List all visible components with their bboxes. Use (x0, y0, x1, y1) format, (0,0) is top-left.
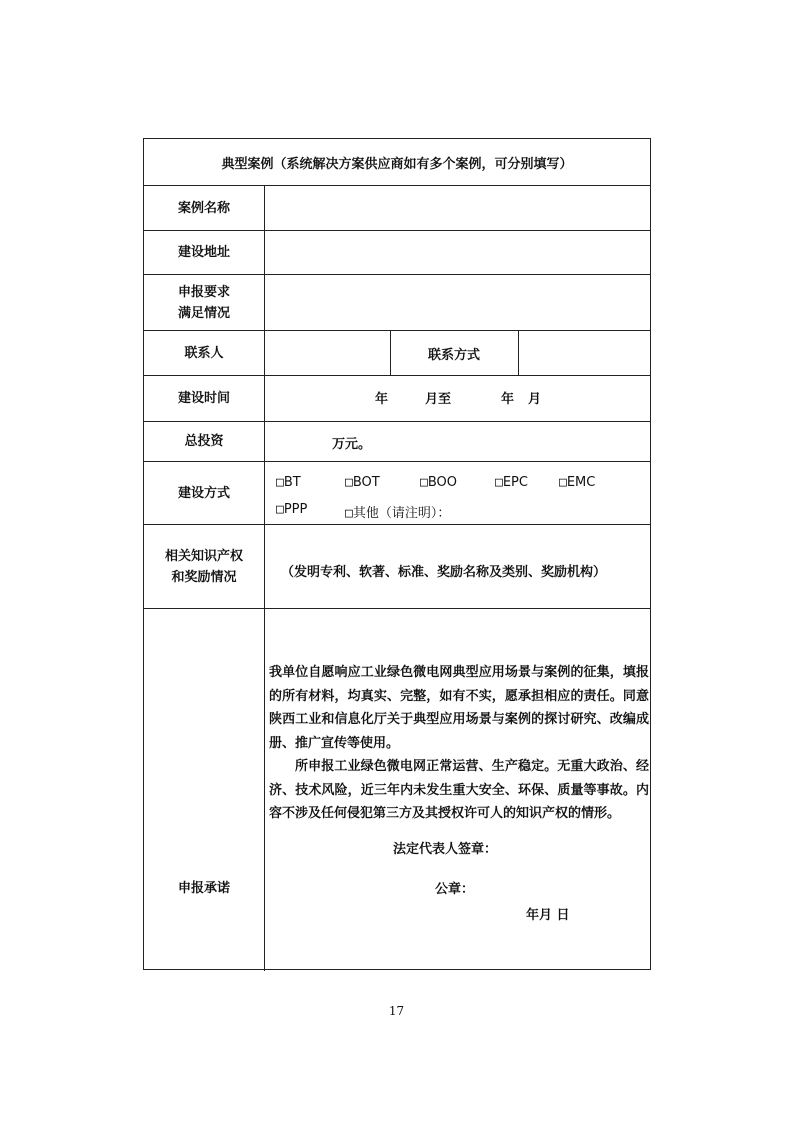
commitment-paragraph-2: 所申报工业绿色微电网正常运营、生产稳定。无重大政治、经济、技术风险，近三年内未发生重大安全、环保、质量等事故。内容不涉及任何侵犯第三方及其授权许可人的知识产权的情形。 (269, 759, 649, 821)
commitment-row (144, 609, 650, 971)
commitment-label: 申报承诺 (144, 609, 265, 971)
ip-field[interactable] (265, 525, 650, 608)
address-label: 建设地址 (144, 231, 265, 274)
option-boo[interactable] (420, 475, 457, 490)
option-label: PPP (283, 502, 308, 517)
ip-row (144, 525, 650, 609)
requirement-field[interactable] (265, 275, 650, 330)
option-label: 其他（请注明）： (352, 506, 451, 521)
investment-row (144, 422, 650, 462)
checkbox-icon: □ (495, 475, 503, 490)
ip-label-line2: 和奖励情况 (171, 569, 237, 585)
option-bt[interactable] (276, 475, 301, 490)
case-name-field[interactable] (265, 186, 650, 230)
investment-label: 总投资 (144, 422, 265, 461)
time-month-to: 月至 (425, 392, 452, 407)
requirement-label (144, 275, 265, 330)
checkbox-icon: □ (345, 475, 353, 490)
build-mode-row (144, 462, 650, 525)
address-field[interactable] (265, 231, 650, 274)
date-label: 年月 日 (526, 908, 570, 923)
case-form-table (143, 138, 651, 970)
option-label: BOO (427, 475, 457, 490)
build-mode-options (265, 462, 650, 524)
checkbox-icon: □ (276, 475, 284, 490)
checkbox-icon: □ (559, 475, 567, 490)
seal-label: 公章： (435, 882, 475, 897)
requirement-label-line2: 满足情况 (177, 305, 230, 321)
build-time-row (144, 376, 650, 422)
commitment-content (265, 609, 650, 971)
contact-method-label: 联系方式 (427, 347, 480, 363)
ip-label (144, 525, 265, 608)
build-time-label: 建设时间 (144, 376, 265, 421)
option-ppp[interactable] (276, 502, 307, 517)
option-label: BOT (352, 475, 380, 490)
address-row (144, 231, 650, 275)
option-emc[interactable] (559, 475, 595, 490)
checkbox-icon: □ (345, 506, 353, 521)
build-time-field[interactable] (265, 376, 650, 421)
page-number: 17 (388, 1004, 405, 1018)
investment-field[interactable] (265, 422, 650, 461)
option-label: EMC (566, 475, 596, 490)
time-month2: 月 (528, 392, 542, 407)
time-year1: 年 (375, 392, 389, 407)
requirement-label-line1: 申报要求 (177, 284, 230, 300)
option-bot[interactable] (345, 475, 380, 490)
header-row (144, 139, 650, 186)
contact-row (144, 331, 650, 376)
option-epc[interactable] (495, 475, 528, 490)
checkbox-icon: □ (420, 475, 428, 490)
build-mode-label: 建设方式 (144, 462, 265, 524)
checkbox-icon: □ (276, 502, 284, 517)
signature-label: 法定代表人签章： (393, 842, 498, 857)
case-name-row (144, 186, 650, 231)
option-label: EPC (502, 475, 528, 490)
requirement-row (144, 275, 650, 331)
time-year2: 年 (501, 392, 515, 407)
ip-label-line1: 相关知识产权 (164, 548, 243, 564)
commitment-paragraph-1: 我单位自愿响应工业绿色微电网典型应用场景与案例的征集，填报的所有材料，均真实、完整，如有不实，愿承担相应的责任。同意陕西工业和信息化厅关于典型应用场景与案例的探讨研究、改编成册、推广宣传等使用。 (269, 665, 649, 751)
contact-method-field[interactable] (519, 331, 651, 375)
option-label: BT (283, 475, 301, 490)
investment-unit: 万元。 (332, 437, 372, 452)
ip-hint: （发明专利、软著、标准、奖励名称及类别、奖励机构） (281, 565, 607, 580)
option-other[interactable] (345, 502, 450, 521)
contact-person-field[interactable] (265, 331, 390, 375)
table-header: 典型案例（系统解决方案供应商如有多个案例，可分别填写） (221, 156, 573, 172)
case-name-label: 案例名称 (144, 186, 265, 230)
contact-person-label: 联系人 (144, 331, 265, 375)
contact-values (265, 331, 650, 375)
